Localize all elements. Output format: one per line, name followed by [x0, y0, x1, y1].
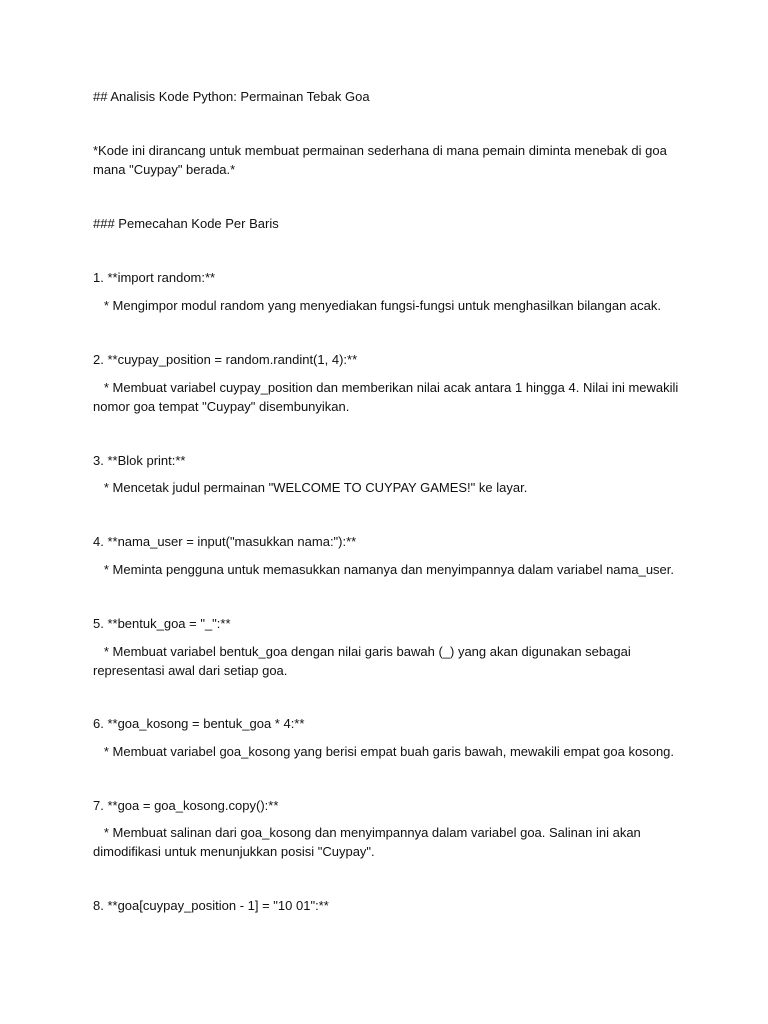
document-intro: *Kode ini dirancang untuk membuat permainan sederhana di mana pemain diminta menebak di goa mana "Cuypay" berada.*	[93, 143, 671, 177]
item-1-desc: * Mengimpor modul random yang menyediakan fungsi-fungsi untuk menghasilkan bilangan acak.	[93, 298, 662, 313]
item-7-title: 7. **goa = goa_kosong.copy():**	[93, 798, 279, 813]
document-heading: ## Analisis Kode Python: Permainan Tebak Goa	[93, 89, 370, 104]
item-8-title: 8. **goa[cuypay_position - 1] = "10 01":**	[93, 898, 329, 913]
item-4-title: 4. **nama_user = input("masukkan nama:"):**	[93, 534, 357, 549]
item-6-title: 6. **goa_kosong = bentuk_goa * 4:**	[93, 716, 305, 731]
item-3-desc: * Mencetak judul permainan "WELCOME TO CUYPAY GAMES!" ke layar.	[93, 480, 528, 495]
item-4-desc: * Meminta pengguna untuk memasukkan namanya dan menyimpannya dalam variabel nama_user.	[93, 562, 675, 577]
item-5-title: 5. **bentuk_goa = "_":**	[93, 616, 231, 631]
item-3-title: 3. **Blok print:**	[93, 453, 186, 468]
item-2-title: 2. **cuypay_position = random.randint(1, 4):**	[93, 352, 358, 367]
item-5-desc: * Membuat variabel bentuk_goa dengan nilai garis bawah (_) yang akan digunakan sebagai representasi awal dari setiap goa.	[93, 644, 635, 678]
item-2-desc: * Membuat variabel cuypay_position dan memberikan nilai acak antara 1 hingga 4. Nilai ini mewakili nomor goa tempat "Cuypay" disembunyikan.	[93, 380, 682, 414]
item-7-desc: * Membuat salinan dari goa_kosong dan menyimpannya dalam variabel goa. Salinan ini akan dimodifikasi untuk menunjukkan posisi "Cuypay".	[93, 825, 645, 859]
item-1-title: 1. **import random:**	[93, 270, 216, 285]
document-subheading: ### Pemecahan Kode Per Baris	[93, 216, 279, 231]
item-6-desc: * Membuat variabel goa_kosong yang berisi empat buah garis bawah, mewakili empat goa kosong.	[93, 744, 675, 759]
